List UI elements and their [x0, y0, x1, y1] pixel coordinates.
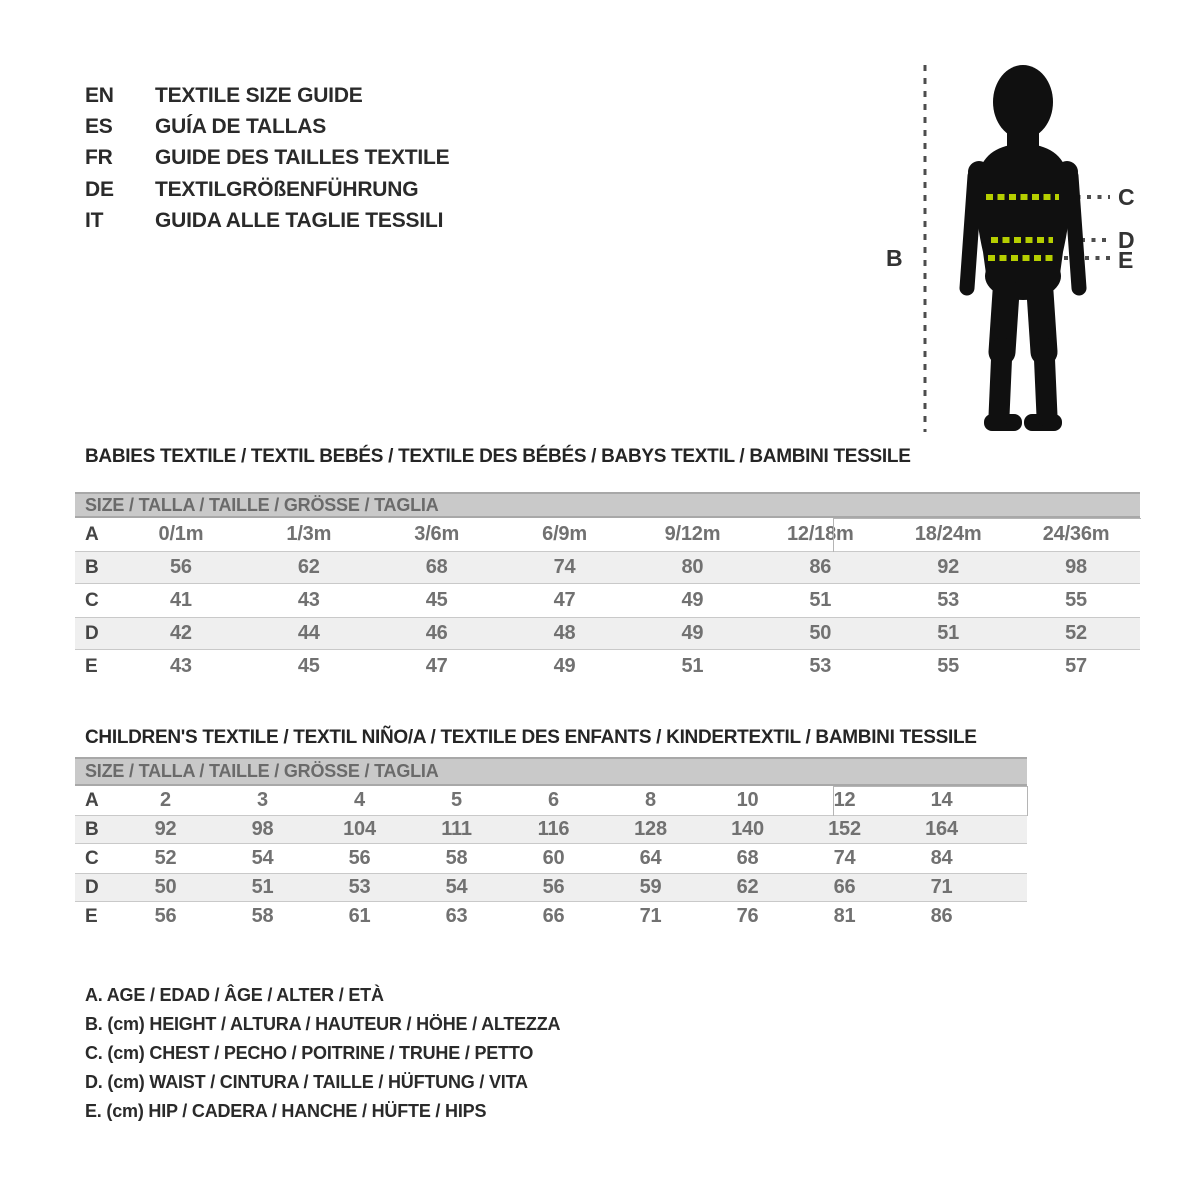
children-table-body [75, 786, 1027, 931]
size-cell: 152 [828, 818, 861, 840]
size-cell: 63 [445, 905, 468, 927]
children-section-title: CHILDREN'S TEXTILE / TEXTIL NIÑO/A / TEXTILE DES ENFANTS / KINDERTEXTIL / BAMBINI TESSILE [85, 727, 977, 748]
size-cell: 2 [160, 789, 171, 811]
silhouette-right-calf [1044, 348, 1047, 416]
size-cell: 49 [553, 655, 576, 677]
size-cell: 12/18m [786, 523, 854, 545]
babies-size-header-bar: SIZE / TALLA / TAILLE / GRÖSSE / TAGLIA [75, 492, 1140, 518]
size-cell: 53 [348, 876, 371, 898]
size-cell: 80 [681, 556, 704, 578]
language-title: TEXTILGRÖßENFÜHRUNG [155, 177, 419, 201]
size-cell: 116 [537, 818, 570, 840]
size-cell: 0/1m [158, 523, 204, 545]
size-cell: 6 [548, 789, 559, 811]
size-cell: 56 [542, 876, 565, 898]
children-size-table [75, 757, 1027, 931]
language-row [85, 111, 449, 142]
size-cell: 61 [348, 905, 371, 927]
size-cell: 98 [251, 818, 274, 840]
size-cell: 43 [170, 655, 192, 677]
table-row [75, 518, 1140, 551]
table-row [75, 650, 1140, 683]
size-cell: 45 [425, 589, 448, 611]
size-cell: 84 [930, 847, 953, 869]
babies-table-body [75, 518, 1140, 683]
language-row [85, 142, 449, 173]
size-cell: 98 [1065, 556, 1087, 578]
row-label: E [85, 905, 98, 927]
language-row [85, 205, 449, 236]
size-cell: 41 [170, 589, 192, 611]
child-measurement-figure [860, 40, 1200, 460]
size-cell: 53 [809, 655, 832, 677]
size-cell: 4 [354, 789, 365, 811]
size-cell: 6/9m [542, 523, 587, 545]
size-cell: 5 [451, 789, 462, 811]
size-cell: 48 [553, 622, 576, 644]
table-row [75, 584, 1140, 617]
table-row [75, 786, 1027, 815]
size-cell: 45 [297, 655, 320, 677]
size-cell: 68 [736, 847, 759, 869]
size-cell: 92 [937, 556, 960, 578]
language-code: IT [85, 208, 104, 232]
size-cell: 51 [937, 622, 960, 644]
size-cell: 66 [542, 905, 565, 927]
size-cell: 58 [445, 847, 468, 869]
language-code: ES [85, 115, 113, 139]
label-waist-d: D [1118, 227, 1135, 253]
table-row [75, 551, 1140, 584]
table-row [75, 844, 1027, 873]
row-label: A [85, 523, 99, 545]
table-row [75, 617, 1140, 650]
table-row [75, 815, 1027, 844]
size-cell: 56 [154, 905, 177, 927]
size-cell: 24/36m [1042, 523, 1110, 545]
table-row [75, 902, 1027, 931]
size-cell: 50 [809, 622, 832, 644]
table-row [75, 873, 1027, 902]
silhouette-left-calf [999, 348, 1002, 416]
language-title: GUÍA DE TALLAS [155, 115, 327, 139]
row-label: A [85, 789, 99, 811]
size-cell: 64 [639, 847, 662, 869]
babies-section-title: BABIES TEXTILE / TEXTIL BEBÉS / TEXTILE DES BÉBÉS / BABYS TEXTIL / BAMBINI TESSILE [85, 446, 911, 467]
size-cell: 43 [297, 589, 320, 611]
size-cell: 92 [154, 818, 177, 840]
size-cell: 128 [634, 818, 667, 840]
legend-line: A. AGE / EDAD / ÂGE / ALTER / ETÀ [85, 985, 384, 1005]
label-hip-e: E [1118, 247, 1134, 273]
row-label: B [85, 818, 99, 840]
size-cell: 76 [736, 905, 759, 927]
size-cell: 81 [833, 905, 856, 927]
measurement-legend [85, 981, 560, 1126]
size-cell: 51 [251, 876, 274, 898]
size-cell: 104 [343, 818, 376, 840]
legend-line: B. (cm) HEIGHT / ALTURA / HAUTEUR / HÖHE / ALTEZZA [85, 1014, 561, 1034]
size-cell: 44 [297, 622, 320, 644]
language-code: DE [85, 177, 114, 201]
size-cell: 57 [1065, 655, 1087, 677]
size-cell: 46 [425, 622, 448, 644]
language-row [85, 80, 449, 111]
size-cell: 51 [681, 655, 704, 677]
row-label: C [85, 847, 99, 869]
size-cell: 49 [681, 622, 704, 644]
size-cell: 56 [170, 556, 192, 578]
language-title-list [85, 80, 449, 236]
size-cell: 62 [297, 556, 320, 578]
size-cell: 62 [736, 876, 759, 898]
size-cell: 1/3m [286, 523, 332, 545]
row-label: D [85, 622, 99, 644]
language-code: FR [85, 146, 113, 170]
size-cell: 51 [809, 589, 832, 611]
size-cell: 54 [251, 847, 274, 869]
row-label: C [85, 589, 99, 611]
row-label: B [85, 556, 99, 578]
size-cell: 53 [937, 589, 960, 611]
children-size-header-bar: SIZE / TALLA / TAILLE / GRÖSSE / TAGLIA [75, 757, 1027, 786]
size-cell: 42 [170, 622, 192, 644]
size-cell: 55 [1065, 589, 1087, 611]
label-chest-c: C [1118, 184, 1135, 210]
size-cell: 14 [930, 789, 953, 811]
size-cell: 54 [445, 876, 468, 898]
language-code: EN [85, 84, 114, 107]
label-height-b: B [886, 245, 903, 271]
language-title: GUIDE DES TAILLES TEXTILE [155, 146, 450, 170]
size-cell: 18/24m [914, 523, 982, 545]
size-cell: 52 [154, 847, 177, 869]
size-cell: 10 [736, 789, 759, 811]
child-silhouette [968, 65, 1078, 431]
size-cell: 58 [251, 905, 274, 927]
row-label: E [85, 655, 98, 677]
size-cell: 164 [925, 818, 958, 840]
babies-size-table [75, 492, 1140, 683]
size-cell: 86 [930, 905, 953, 927]
legend-line: C. (cm) CHEST / PECHO / POITRINE / TRUHE / PETTO [85, 1043, 534, 1063]
size-cell: 111 [441, 818, 472, 840]
size-cell: 60 [542, 847, 565, 869]
size-cell: 68 [425, 556, 448, 578]
silhouette-right-arm [1071, 176, 1079, 288]
size-cell: 86 [809, 556, 832, 578]
size-cell: 55 [937, 655, 960, 677]
size-cell: 47 [425, 655, 448, 677]
language-title: TEXTILE SIZE GUIDE [155, 84, 363, 107]
size-cell: 52 [1065, 622, 1087, 644]
size-cell: 12 [833, 789, 856, 811]
size-cell: 47 [553, 589, 576, 611]
size-cell: 8 [645, 789, 656, 811]
silhouette-left-arm [967, 176, 975, 288]
size-cell: 66 [833, 876, 856, 898]
size-cell: 59 [639, 876, 662, 898]
size-cell: 3/6m [414, 523, 460, 545]
legend-line: E. (cm) HIP / CADERA / HANCHE / HÜFTE / HIPS [85, 1101, 487, 1121]
size-cell: 3 [257, 789, 268, 811]
row-label: D [85, 876, 99, 898]
size-cell: 50 [154, 876, 177, 898]
size-cell: 140 [731, 818, 764, 840]
size-cell: 49 [681, 589, 704, 611]
language-row [85, 174, 449, 205]
size-cell: 9/12m [664, 523, 721, 545]
language-title: GUIDA ALLE TAGLIE TESSILI [155, 208, 444, 232]
size-cell: 71 [930, 876, 953, 898]
size-cell: 74 [833, 847, 856, 869]
size-cell: 74 [553, 556, 576, 578]
size-cell: 71 [639, 905, 662, 927]
legend-line: D. (cm) WAIST / CINTURA / TAILLE / HÜFTUNG / VITA [85, 1072, 528, 1092]
size-cell: 56 [348, 847, 371, 869]
silhouette-head [993, 65, 1053, 139]
